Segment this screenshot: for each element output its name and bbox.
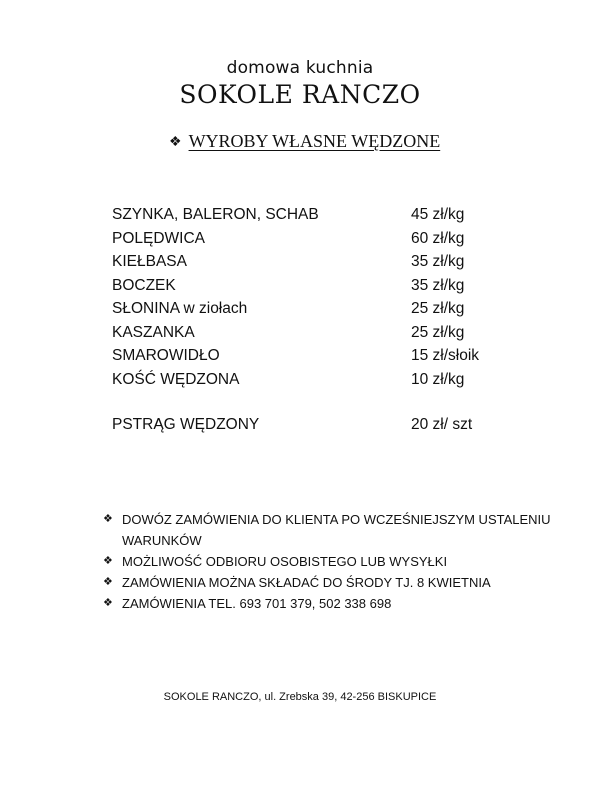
diamond-bullet-icon: ❖ [103, 597, 113, 609]
note-item [103, 551, 553, 572]
header-subtitle: domowa kuchnia [226, 58, 374, 78]
product-price: 20 zł/ szt [411, 416, 473, 433]
product-name: SMAROWIDŁO [112, 347, 220, 364]
diamond-bullet-icon: ❖ [103, 555, 113, 567]
product-name: KOŚĆ WĘDZONA [112, 370, 240, 388]
section-title: WYROBY WŁASNE WĘDZONE [188, 131, 441, 151]
product-row [112, 206, 552, 230]
product-name: KIEŁBASA [112, 253, 187, 270]
info-notes [103, 509, 553, 614]
product-row [112, 253, 552, 277]
product-name: POLĘDWICA [112, 229, 206, 247]
product-price: 15 zł/słoik [411, 347, 480, 364]
note-item [103, 593, 553, 614]
note-text: ZAMÓWIENIA TEL. 693 701 379, 502 338 698 [122, 596, 392, 611]
product-row [112, 416, 552, 440]
product-row [112, 371, 552, 395]
page-title: SOKOLE RANCZO [179, 80, 421, 109]
product-name: KASZANKA [112, 323, 195, 341]
product-row [112, 324, 552, 348]
product-price: 25 zł/kg [411, 300, 465, 317]
product-name: PSTRĄG WĘDZONY [112, 416, 260, 433]
section-heading [169, 131, 440, 152]
product-price-list [112, 206, 552, 440]
footer-address: SOKOLE RANCZO, ul. Zrebska 39, 42-256 BISKUPICE [163, 691, 437, 703]
product-row [112, 300, 552, 324]
diamond-bullet-icon: ❖ [169, 135, 182, 150]
product-price: 35 zł/kg [411, 276, 465, 294]
note-text: ZAMÓWIENIA MOŻNA SKŁADAĆ DO ŚRODY TJ. 8 KWIETNIA [122, 575, 491, 590]
product-price: 10 zł/kg [411, 370, 465, 388]
diamond-bullet-icon: ❖ [103, 513, 113, 525]
note-item [103, 572, 553, 593]
note-item [103, 509, 553, 551]
diamond-bullet-icon: ❖ [103, 576, 113, 588]
product-price: 60 zł/kg [411, 229, 465, 247]
product-row [112, 347, 552, 371]
note-text: MOŻLIWOŚĆ ODBIORU OSOBISTEGO LUB WYSYŁKI [122, 554, 448, 569]
product-price: 35 zł/kg [411, 253, 465, 270]
product-row [112, 277, 552, 301]
product-row [112, 230, 552, 254]
product-price: 25 zł/kg [411, 323, 465, 341]
product-name: SŁONINA w ziołach [112, 300, 248, 317]
product-name: SZYNKA, BALERON, SCHAB [112, 206, 319, 223]
product-price: 45 zł/kg [411, 206, 465, 223]
product-name: BOCZEK [112, 276, 176, 294]
note-text: DOWÓZ ZAMÓWIENIA DO KLIENTA PO WCZEŚNIEJSZYM USTALENIU WARUNKÓW [122, 512, 551, 548]
